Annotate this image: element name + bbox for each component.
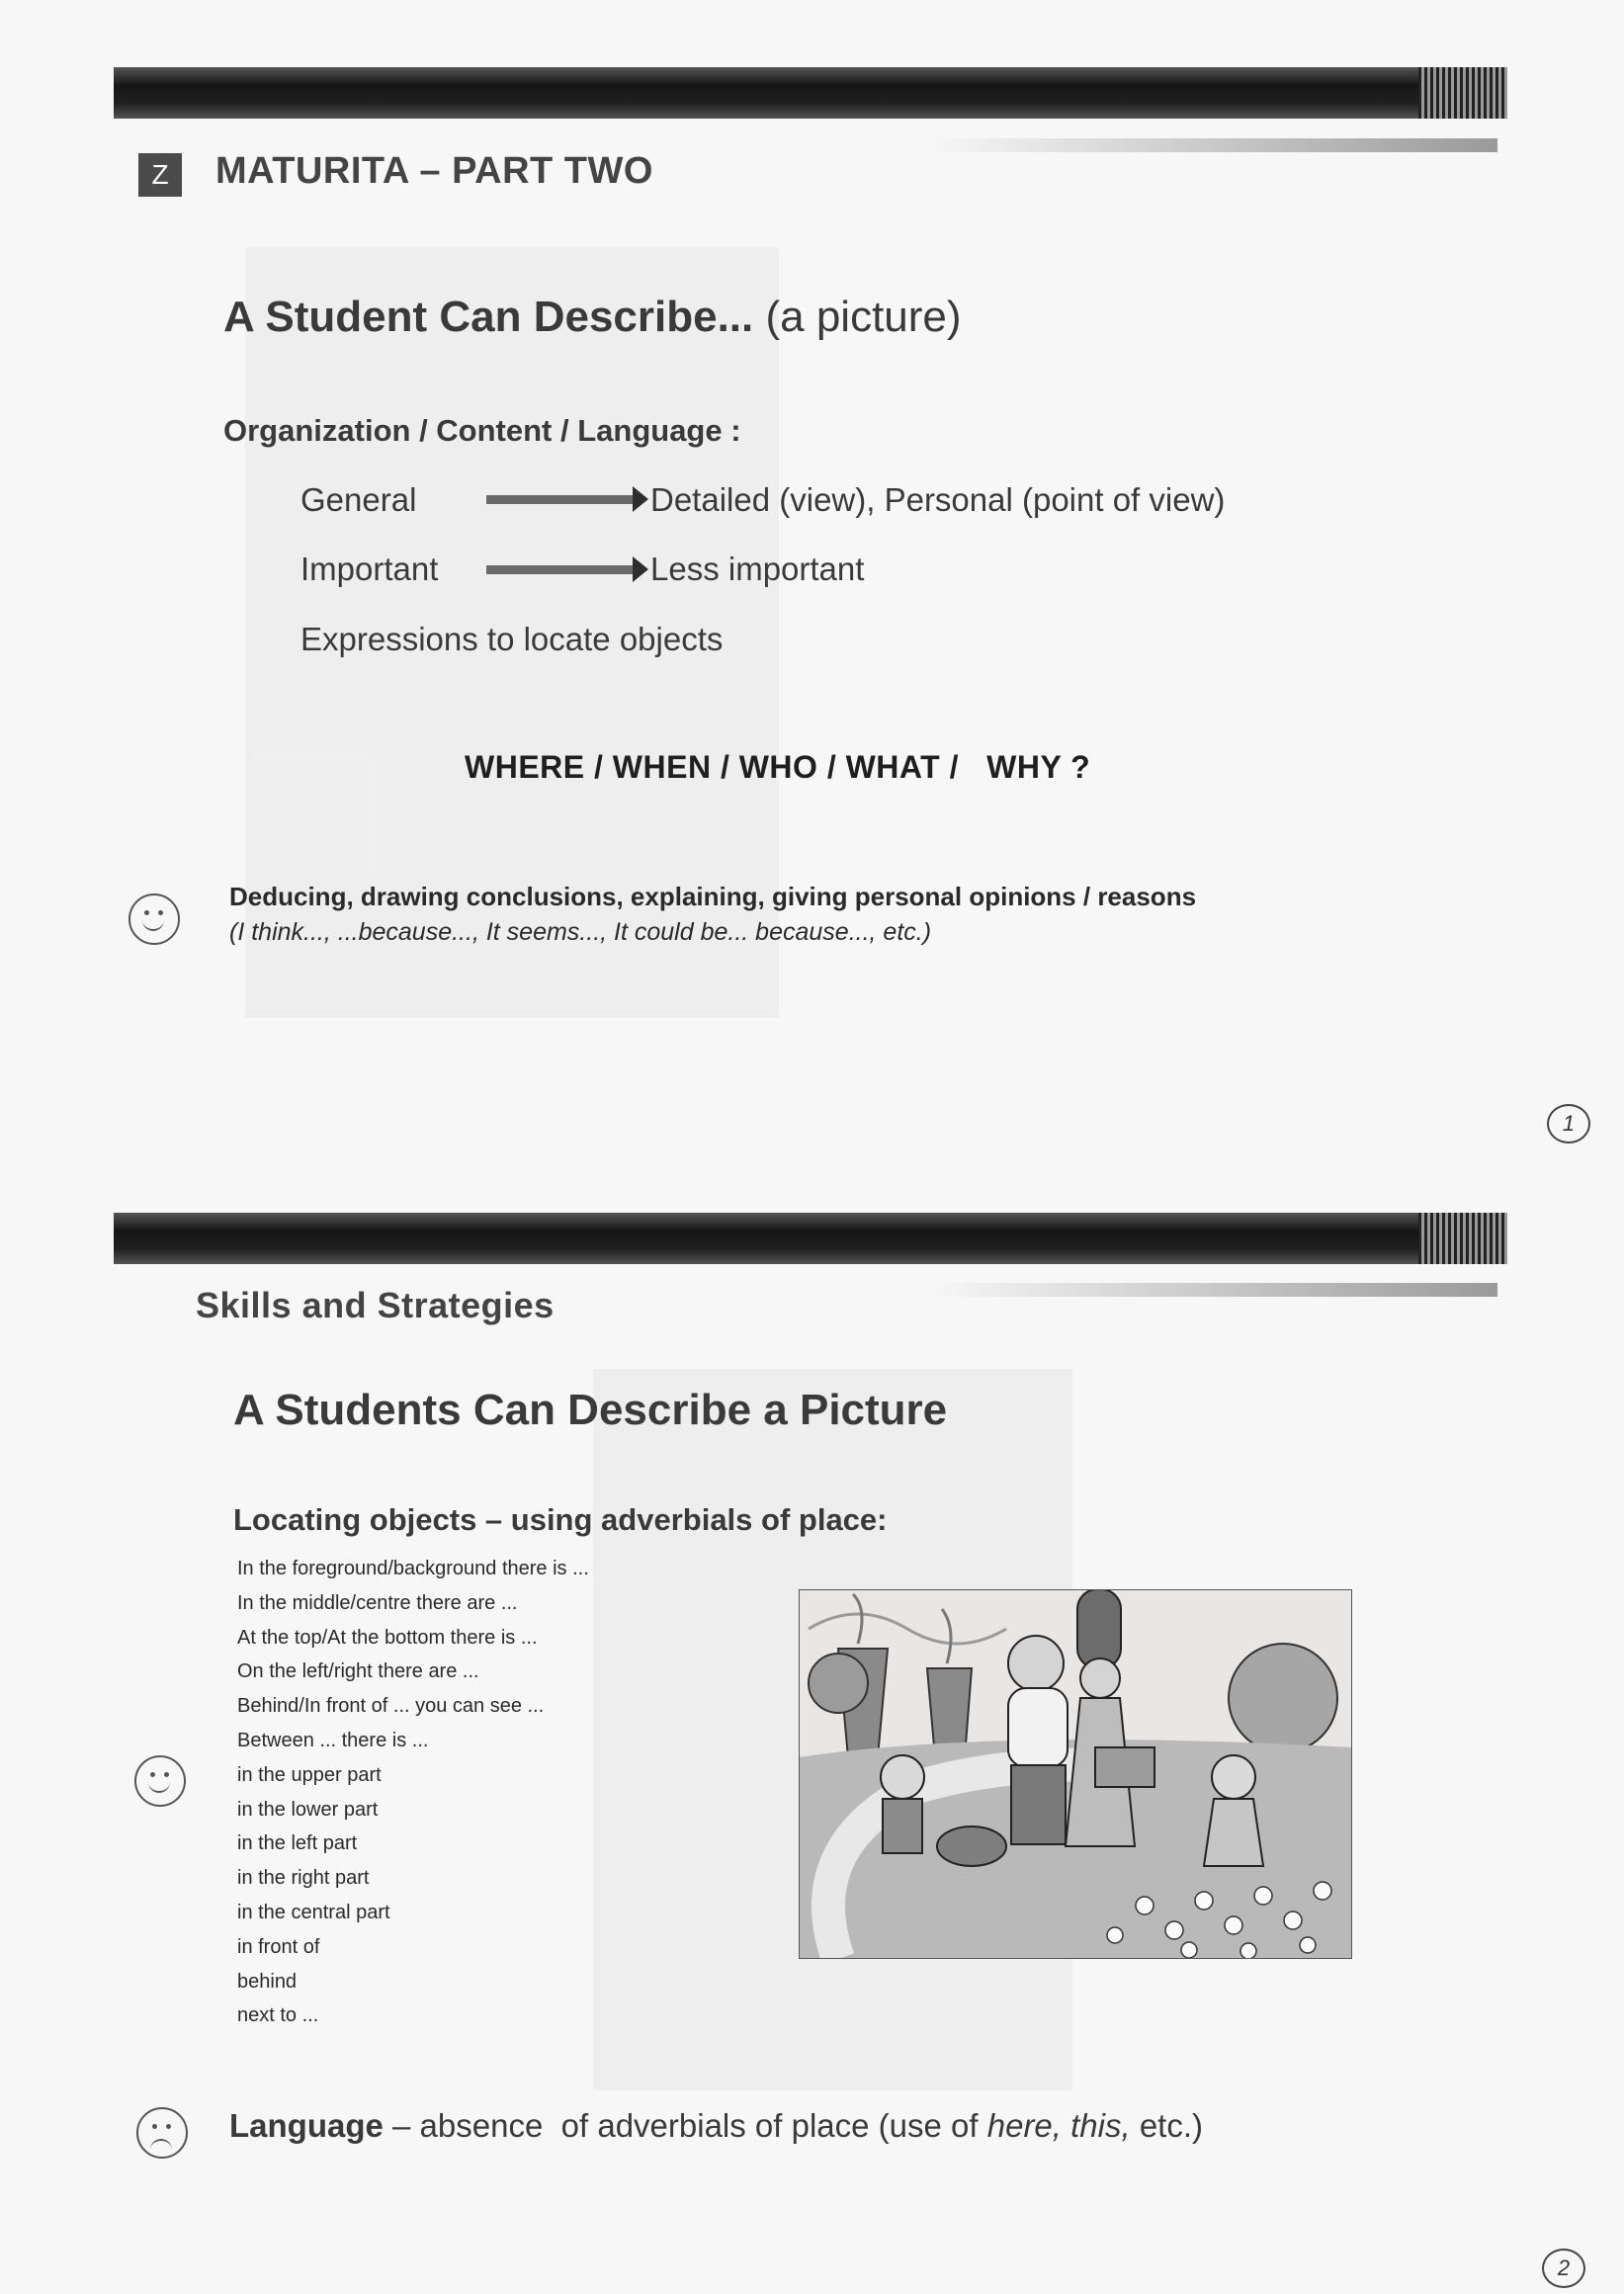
tree-icon: [809, 1654, 868, 1713]
father-figure: [1008, 1636, 1064, 1691]
language-note: [229, 2107, 1203, 2145]
deducing-examples: (I think..., ...because..., It seems..., It could be... because..., etc.): [229, 918, 932, 946]
sad-face-icon: [136, 2107, 188, 2159]
family-picnic-picture: [799, 1589, 1352, 1959]
arrow-right-icon: [486, 565, 635, 574]
row-right-less-important: Less important: [650, 551, 865, 587]
boy-body: [883, 1799, 922, 1853]
page-title: A Students Can Describe a Picture: [233, 1386, 948, 1434]
list-item: in the lower part: [237, 1798, 379, 1821]
header-bar-shadow: [929, 138, 1497, 152]
section-title: Skills and Strategies: [196, 1285, 555, 1325]
girl-dress: [1204, 1799, 1263, 1866]
list-item: in the central part: [237, 1901, 390, 1923]
language-text-2: etc.): [1130, 2107, 1204, 2144]
list-item: Behind/In front of ... you can see ...: [237, 1695, 545, 1718]
list-item: in the left part: [237, 1832, 358, 1855]
header-bar-shadow: [929, 1283, 1497, 1297]
list-item: in the upper part: [237, 1763, 382, 1786]
smiley-icon: [128, 893, 180, 945]
father-legs: [1011, 1765, 1066, 1844]
title-normal: (a picture): [753, 293, 962, 341]
boy-figure: [881, 1755, 924, 1799]
page-title: [223, 293, 962, 342]
header-bar: [114, 1213, 1497, 1264]
language-italic: here, this,: [986, 2107, 1131, 2144]
list-item: At the top/At the bottom there is ...: [237, 1626, 538, 1649]
row-right-detailed: Detailed (view), Personal (point of view): [650, 481, 1226, 518]
language-text-1: – absence of adverbials of place (use of: [383, 2107, 987, 2144]
list-item: In the middle/centre there are ...: [237, 1591, 518, 1614]
list-item: in front of: [237, 1935, 320, 1958]
expressions-line: Expressions to locate objects: [300, 621, 724, 657]
list-item: Between ... there is ...: [237, 1729, 429, 1751]
mother-figure: [1080, 1658, 1120, 1698]
wh-question: WHERE / WHEN / WHO / WHAT / WHY ?: [465, 749, 1091, 785]
section-badge: Z: [138, 153, 182, 197]
list-item: in the right part: [237, 1867, 370, 1890]
list-item: On the left/right there are ...: [237, 1660, 479, 1683]
deducing-text: Deducing, drawing conclusions, explaining, giving personal opinions / reasons: [229, 882, 1197, 911]
header-bar: [114, 67, 1497, 119]
page-number: 1: [1547, 1104, 1590, 1144]
subheading: Organization / Content / Language :: [223, 413, 741, 448]
title-bold: A Student Can Describe...: [223, 293, 754, 341]
row-left-important: Important: [300, 551, 439, 587]
list-item: In the foreground/background there is ...: [237, 1558, 589, 1579]
tree-icon: [1229, 1644, 1337, 1752]
adverbial-phrase-list: [237, 1552, 589, 2033]
dog-figure: [937, 1827, 1006, 1866]
list-item: behind: [237, 1970, 298, 1993]
section-title: MATURITA – PART TWO: [215, 150, 653, 192]
row-left-general: General: [300, 481, 417, 518]
list-item: next to ...: [237, 2004, 319, 2027]
father-body: [1008, 1688, 1068, 1767]
picnic-basket-icon: [1095, 1747, 1154, 1787]
page-number: 2: [1542, 2249, 1585, 2288]
subheading: Locating objects – using adverbials of place:: [233, 1502, 888, 1537]
mother-hair: [1077, 1589, 1121, 1668]
arrow-right-icon: [486, 495, 635, 504]
language-label: Language: [229, 2107, 384, 2144]
girl-figure: [1212, 1755, 1255, 1799]
smiley-icon: [134, 1755, 186, 1807]
